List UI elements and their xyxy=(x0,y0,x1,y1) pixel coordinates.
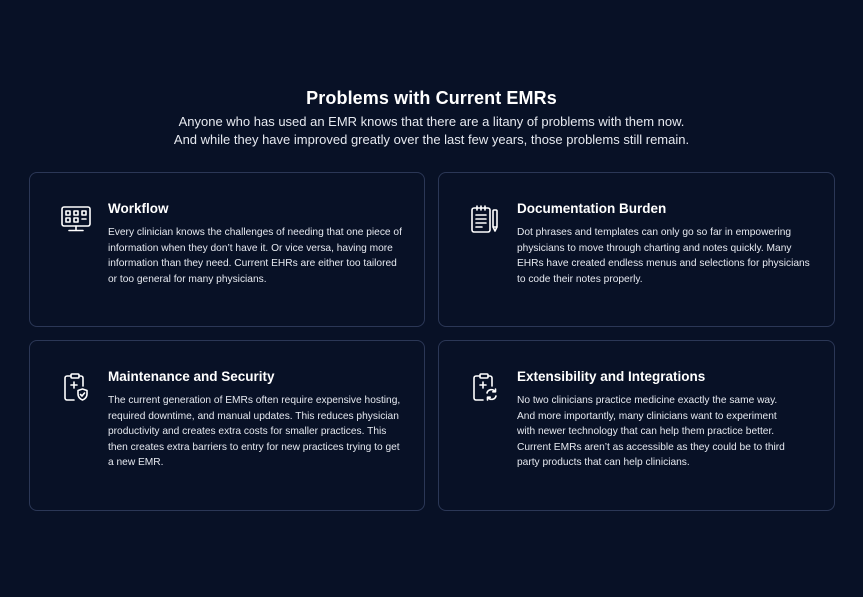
section-title: Problems with Current EMRs xyxy=(306,88,557,108)
card-title: Extensibility and Integrations xyxy=(517,369,706,384)
card-maintenance-security xyxy=(29,340,425,511)
card-description: The current generation of EMRs often require expensive hosting, required downtime, and manual updates. This reduces physician productivity and creates extra costs for smaller practices. This then creates extra barriers to entry for new practices trying to get a new EMR. xyxy=(108,395,401,468)
dashboard-monitor-icon xyxy=(60,203,92,235)
section-subtitle xyxy=(0,113,863,149)
clipboard-sync-icon xyxy=(469,371,501,403)
clipboard-shield-icon xyxy=(60,371,92,403)
card-title: Documentation Burden xyxy=(517,201,667,216)
card-title: Maintenance and Security xyxy=(108,369,275,384)
card-workflow xyxy=(29,172,425,327)
section-header xyxy=(0,88,863,149)
card-documentation-burden xyxy=(438,172,835,327)
card-description: Every clinician knows the challenges of needing that one piece of information when they don’t have it. Or vice versa, having more information than they need. Current EHRs are either too tailored or too general for many physicians. xyxy=(108,227,402,285)
card-extensibility-integrations xyxy=(438,340,835,511)
card-title: Workflow xyxy=(108,201,169,216)
subtitle-line-2: And while they have improved greatly over the last few years, those problems still remain. xyxy=(173,132,690,147)
card-description: Dot phrases and templates can only go so far in empowering physicians to move through charting and notes quickly. Many EHRs have created endless menus and selections for physicians to code their notes properly. xyxy=(517,227,810,285)
clipboard-pen-icon xyxy=(469,203,501,235)
card-description: No two clinicians practice medicine exactly the same way. And more importantly, many clinicians want to experiment with newer technology that can help them practice better. Current EMRs aren’t as accessible as they could be to third party products that can help clinicians. xyxy=(517,395,785,468)
subtitle-line-1: Anyone who has used an EMR knows that there are a litany of problems with them now. xyxy=(178,114,685,129)
